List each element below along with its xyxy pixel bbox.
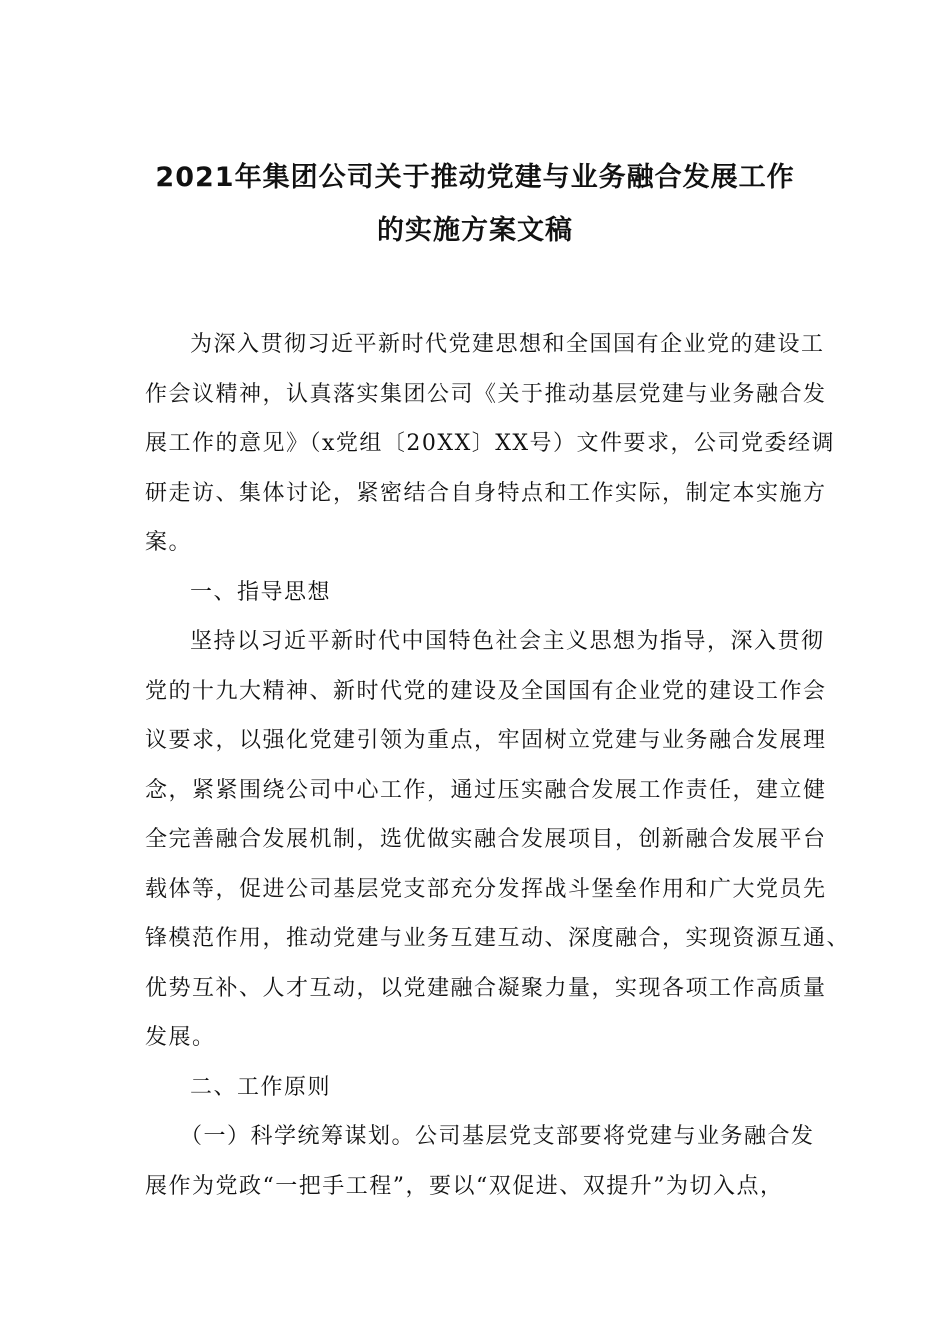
body-line: 党的十九大精神、新时代党的建设及全国国有企业党的建设工作会 xyxy=(145,678,827,704)
body-line: 坚持以习近平新时代中国特色社会主义思想为指导，深入贯彻 xyxy=(190,629,825,654)
body-line: （一）科学统筹谋划。公司基层党支部要将党建与业务融合发 xyxy=(180,1124,815,1149)
document-title-line-2: 的实施方案文稿 xyxy=(377,215,573,246)
body-line: 议要求，以强化党建引领为重点，牢固树立党建与业务融合发展理 xyxy=(145,728,827,753)
section-heading: 二、工作原则 xyxy=(190,1074,332,1100)
body-line: 载体等，促进公司基层党支部充分发挥战斗堡垒作用和广大党员先 xyxy=(145,876,827,902)
body-line: 发展。 xyxy=(145,1025,216,1050)
section-heading: 一、指导思想 xyxy=(190,579,332,605)
body-line: 全完善融合发展机制，选优做实融合发展项目，创新融合发展平台 xyxy=(145,827,827,852)
body-line: 念，紧紧围绕公司中心工作，通过压实融合发展工作责任，建立健 xyxy=(145,777,827,803)
document-title-line-1: 2021年集团公司关于推动党建与业务融合发展工作 xyxy=(155,162,795,193)
body-line: 作会议精神，认真落实集团公司《关于推动基层党建与业务融合发 xyxy=(145,381,827,407)
body-line: 为深入贯彻习近平新时代党建思想和全国国有企业党的建设工 xyxy=(190,332,825,357)
intro-paragraph xyxy=(145,320,836,568)
body-line: 研走访、集体讨论，紧密结合自身特点和工作实际，制定本实施方 xyxy=(145,480,827,506)
body-line: 优势互补、人才互动，以党建融合凝聚力量，实现各项工作高质量 xyxy=(145,975,827,1001)
body-line: 展作为党政“一把手工程”，要以“双促进、双提升”为切入点， xyxy=(145,1173,784,1199)
section-2-paragraph xyxy=(145,1112,815,1211)
document-body xyxy=(145,320,851,1211)
section-1-paragraph xyxy=(145,617,851,1063)
body-line: 案。 xyxy=(145,530,193,555)
body-line: 锋模范作用，推动党建与业务互建互动、深度融合，实现资源互通、 xyxy=(145,926,851,951)
body-line: 展工作的意见》（x党组〔20XX〕XX号）文件要求，公司党委经调 xyxy=(145,431,836,456)
